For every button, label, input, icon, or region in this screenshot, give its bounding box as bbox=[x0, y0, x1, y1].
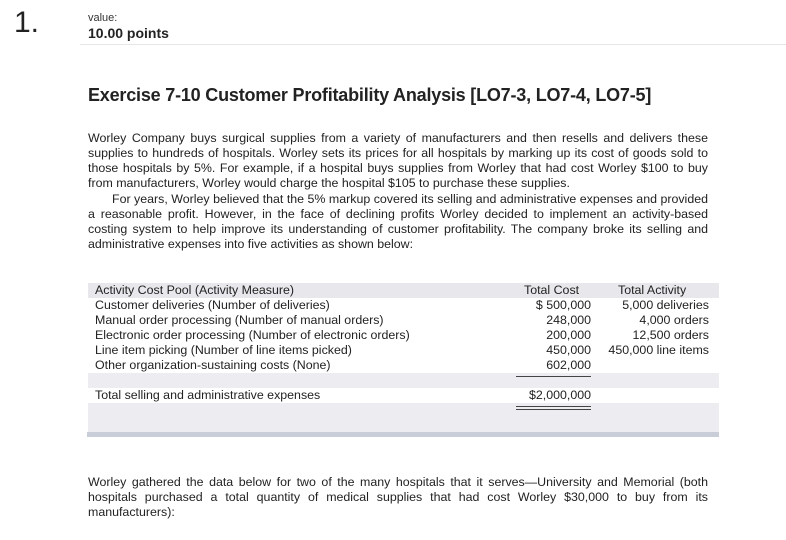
header-divider bbox=[80, 44, 786, 45]
total-cost: $2,000,000 bbox=[528, 388, 591, 402]
pool-total-cost: 200,000 bbox=[546, 328, 591, 342]
pool-name: Customer deliveries (Number of deliveries) bbox=[95, 298, 330, 312]
pool-total-cost: 248,000 bbox=[546, 313, 591, 327]
intro-paragraph-2: For years, Worley believed that the 5% markup covered its selling and administrative expenses and provided a reasonable profit. However, in the face of declining profits Worley decided to implement an activity-based costing system to help improve its understanding of customer profitability. The company broke its selling and administrative expenses into five activities as shown below: bbox=[88, 192, 708, 251]
double-rule-bottom bbox=[516, 409, 591, 410]
table-bottom-border bbox=[87, 432, 719, 437]
table-row bbox=[88, 298, 719, 313]
pool-total-activity: 450,000 line items bbox=[608, 343, 709, 357]
subtotal-rule bbox=[516, 376, 591, 377]
table-footer-row bbox=[88, 403, 719, 433]
table-spacer-row bbox=[88, 373, 719, 388]
value-label: value: bbox=[88, 12, 118, 24]
pool-name: Line item picking (Number of line items picked) bbox=[95, 343, 352, 357]
question-number: 1. bbox=[14, 6, 40, 39]
pool-total-activity: 5,000 deliveries bbox=[622, 298, 709, 312]
pool-total-activity: 12,500 orders bbox=[632, 328, 709, 342]
table-header-row bbox=[88, 283, 719, 298]
header-total-cost: Total Cost bbox=[524, 283, 580, 297]
header-activity-cost-pool: Activity Cost Pool (Activity Measure) bbox=[95, 283, 294, 297]
pool-total-cost: 450,000 bbox=[546, 343, 591, 357]
table-row bbox=[88, 343, 719, 358]
total-label: Total selling and administrative expenses bbox=[95, 388, 321, 402]
pool-name: Other organization-sustaining costs (None) bbox=[95, 358, 331, 372]
pool-total-cost: $ 500,000 bbox=[535, 298, 591, 312]
points-value: 10.00 points bbox=[88, 25, 169, 41]
hospital-data-paragraph: Worley gathered the data below for two of the many hospitals that it serves—University and Memorial (both hospitals purchased a total quantity of medical supplies that had cost Worley $30,000 to buy from its manufacturers): bbox=[88, 475, 708, 519]
pool-total-activity: 4,000 orders bbox=[639, 313, 709, 327]
exercise-title: Exercise 7-10 Customer Profitability Analysis [LO7-3, LO7-4, LO7-5] bbox=[88, 85, 652, 105]
pool-name: Manual order processing (Number of manual orders) bbox=[95, 313, 384, 327]
table-row bbox=[88, 328, 719, 343]
intro-paragraph-1: Worley Company buys surgical supplies from a variety of manufacturers and then resells and delivers these supplies to hundreds of hospitals. Worley sets its prices for all hospitals by marking up its cost of goods sold to those hospitals by 5%. For example, if a hospital buys supplies from Worley that had cost Worley $100 to buy from manufacturers, Worley would charge the hospital $105 to purchase these supplies. bbox=[88, 131, 708, 190]
header-total-activity: Total Activity bbox=[618, 283, 687, 297]
table-row bbox=[88, 313, 719, 328]
table-row bbox=[88, 358, 719, 373]
pool-name: Electronic order processing (Number of electronic orders) bbox=[95, 328, 410, 342]
table-total-row bbox=[88, 388, 719, 403]
double-rule-top bbox=[516, 406, 591, 407]
pool-total-cost: 602,000 bbox=[546, 358, 591, 372]
activity-cost-table bbox=[88, 283, 719, 433]
